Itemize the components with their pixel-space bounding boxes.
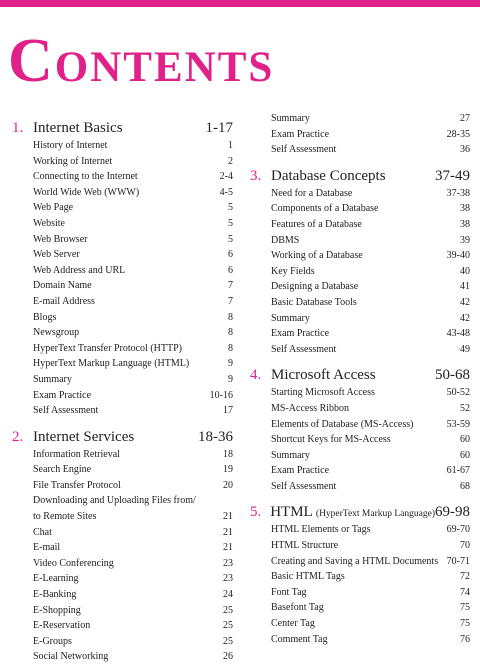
entry-pages: 74 — [460, 586, 470, 598]
toc-section — [12, 427, 233, 665]
entry-label: Website — [33, 217, 65, 229]
toc-entry[interactable] — [250, 311, 470, 327]
entry-label: Summary — [271, 312, 310, 324]
entry-label: Elements of Database (MS-Access) — [271, 418, 414, 430]
section-heading[interactable] — [12, 118, 233, 138]
section-number: 2. — [12, 428, 24, 445]
toc-entry[interactable] — [250, 632, 470, 648]
toc-entry[interactable] — [12, 493, 233, 524]
toc-entry[interactable] — [12, 325, 233, 341]
entry-label: Self Assessment — [271, 343, 337, 355]
entry-label: E-mail Address — [33, 295, 95, 307]
entry-label: Exam Practice — [33, 389, 92, 401]
entry-label: Basefont Tag — [271, 602, 324, 614]
entry-label: Search Engine — [33, 464, 92, 476]
toc-entry[interactable] — [12, 556, 233, 572]
entry-label: Summary — [271, 113, 310, 124]
entry-label: Newsgroup — [33, 327, 80, 339]
entry-pages: 36 — [460, 144, 470, 156]
entry-pages: 19 — [223, 464, 233, 476]
entry-label: Web Browser — [33, 233, 88, 245]
entry-label: Features of a Database — [271, 218, 362, 230]
entry-label: Self Assessment — [271, 480, 337, 492]
entry-pages: 38 — [460, 218, 470, 230]
entry-pages: 50-52 — [446, 387, 470, 399]
toc-entry[interactable] — [250, 616, 470, 632]
section-pages: 69-98 — [435, 504, 470, 521]
section-title-text: Internet Basics — [33, 120, 123, 136]
entry-pages: 39-40 — [446, 250, 470, 262]
entry-pages: 70-71 — [446, 555, 470, 567]
entry-pages: 61-67 — [446, 465, 470, 477]
toc-entry[interactable] — [12, 447, 233, 463]
toc-entry[interactable] — [12, 232, 233, 248]
entry-pages: 76 — [460, 633, 470, 645]
section-number: 4. — [250, 367, 262, 384]
top-accent-bar — [0, 0, 480, 7]
entry-label: Exam Practice — [271, 328, 330, 340]
entry-label: Self Assessment — [33, 405, 99, 417]
toc-entry[interactable] — [250, 448, 470, 464]
toc-entry[interactable] — [12, 185, 233, 201]
toc-section — [12, 118, 233, 419]
toc-entry[interactable] — [250, 186, 470, 202]
toc-entry[interactable] — [12, 462, 233, 478]
entry-pages: 43-48 — [446, 328, 470, 340]
entry-label: E-Groups — [33, 635, 72, 647]
entry-pages: 25 — [223, 604, 233, 616]
toc-entry[interactable] — [12, 603, 233, 619]
toc-entry[interactable] — [12, 478, 233, 494]
entry-pages: 24 — [223, 589, 233, 601]
entry-pages: 52 — [460, 402, 470, 414]
entry-label: Components of a Database — [271, 203, 379, 215]
toc-entry[interactable] — [12, 310, 233, 326]
section-title-text: Database Concepts — [271, 167, 386, 184]
entry-pages: 7 — [228, 295, 233, 307]
entry-pages: 75 — [460, 618, 470, 630]
entry-pages: 5 — [228, 233, 233, 245]
toc-entry[interactable] — [12, 525, 233, 541]
entry-pages: 6 — [228, 249, 233, 261]
entry-label: Summary — [271, 449, 310, 461]
toc-entry[interactable] — [12, 403, 233, 419]
section-title-text: Internet Services — [33, 428, 135, 445]
entry-label: HTML Elements or Tags — [271, 524, 371, 536]
entry-pages: 9 — [228, 373, 233, 385]
section-heading[interactable] — [12, 427, 233, 447]
toc-entry[interactable] — [12, 294, 233, 310]
toc-entry[interactable] — [250, 538, 470, 554]
toc-entry[interactable] — [250, 217, 470, 233]
toc-entry[interactable] — [250, 326, 470, 342]
entry-pages: 21 — [223, 526, 233, 538]
entry-label: Comment Tag — [271, 633, 328, 645]
toc-entry[interactable] — [12, 540, 233, 556]
section-heading[interactable] — [250, 502, 470, 522]
section-entries — [250, 385, 470, 494]
toc-entry[interactable] — [12, 341, 233, 357]
entry-pages: 1 — [228, 140, 233, 151]
entry-pages: 8 — [228, 327, 233, 339]
toc-entry[interactable] — [250, 233, 470, 249]
entry-label: World Wide Web (WWW) — [33, 186, 140, 198]
toc-entry[interactable] — [250, 385, 470, 401]
entry-pages: 49 — [460, 343, 470, 355]
entry-pages: 60 — [460, 449, 470, 461]
entry-pages: 4-5 — [219, 186, 233, 198]
entry-label: Web Address and URL — [33, 264, 126, 276]
entry-label: Center Tag — [271, 618, 315, 630]
entry-pages: 27 — [460, 113, 470, 124]
toc-entry[interactable] — [250, 111, 470, 127]
section-number: 5. — [250, 504, 262, 521]
continued-entries — [250, 111, 470, 158]
entry-label: E-Shopping — [33, 604, 81, 616]
entry-pages: 68 — [460, 480, 470, 492]
entry-pages: 8 — [228, 342, 233, 354]
toc-entry[interactable] — [250, 264, 470, 280]
toc-entry[interactable] — [12, 618, 233, 634]
entry-pages: 53-59 — [446, 418, 470, 430]
toc-entry[interactable] — [12, 169, 233, 185]
section-pages: 18-36 — [198, 428, 233, 445]
toc-section — [250, 166, 470, 358]
entry-pages: 60 — [460, 434, 470, 446]
entry-pages: 8 — [228, 311, 233, 323]
toc-entry[interactable] — [12, 200, 233, 216]
entry-pages: 6 — [228, 264, 233, 276]
entry-pages: 5 — [228, 217, 233, 229]
entry-label: E-Banking — [33, 589, 77, 601]
entry-label: Exam Practice — [271, 128, 330, 140]
section-entries — [12, 447, 233, 665]
toc-entry[interactable] — [12, 372, 233, 388]
entry-label: HyperText Markup Language (HTML) — [33, 358, 190, 370]
entry-label: DBMS — [271, 234, 300, 246]
entry-pages: 23 — [223, 573, 233, 585]
section-pages: 1-17 — [205, 120, 233, 136]
section-title — [270, 502, 435, 524]
section-gap — [250, 494, 470, 501]
entry-label-line1: Downloading and Uploading Files from/ — [33, 495, 196, 507]
entry-pages: 20 — [223, 479, 233, 491]
toc-entry[interactable] — [250, 554, 470, 570]
entry-label: E-mail — [33, 542, 61, 554]
entry-pages: 28-35 — [446, 128, 470, 140]
entry-pages: 41 — [460, 281, 470, 293]
toc-right-column — [250, 111, 470, 647]
entry-label: Web Page — [33, 202, 74, 214]
section-heading[interactable] — [250, 166, 470, 186]
entry-pages: 25 — [223, 635, 233, 647]
section-gap — [250, 357, 470, 364]
entry-label: Shortcut Keys for MS-Access — [271, 434, 391, 446]
section-title — [271, 365, 435, 385]
entry-pages: 72 — [460, 571, 470, 583]
section-number: 1. — [12, 120, 24, 136]
section-entries — [12, 138, 233, 419]
entry-label: Designing a Database — [271, 281, 359, 293]
entry-pages: 10-16 — [209, 389, 233, 401]
toc-entry[interactable] — [250, 342, 470, 358]
entry-pages: 39 — [460, 234, 470, 246]
entry-pages: 17 — [223, 405, 233, 417]
entry-label: History of Internet — [33, 140, 108, 151]
toc-entry[interactable] — [250, 279, 470, 295]
section-heading[interactable] — [250, 365, 470, 385]
section-title-text: Microsoft Access — [271, 367, 376, 384]
toc-entry[interactable] — [250, 432, 470, 448]
toc-entry[interactable] — [12, 634, 233, 650]
section-title — [271, 166, 435, 186]
entry-label — [33, 493, 223, 524]
entry-label: MS-Access Ribbon — [271, 402, 350, 414]
entry-pages: 23 — [223, 557, 233, 569]
entry-label: Key Fields — [271, 265, 315, 277]
entry-pages: 25 — [223, 620, 233, 632]
entry-label: E-Learning — [33, 573, 79, 585]
entry-pages: 42 — [460, 312, 470, 324]
entry-pages: 37-38 — [446, 187, 470, 199]
entry-pages: 9 — [228, 358, 233, 370]
entry-pages: 70 — [460, 540, 470, 552]
section-gap — [250, 158, 470, 165]
toc-section — [250, 502, 470, 647]
page-title: Contents — [8, 27, 275, 95]
toc-entry[interactable] — [12, 263, 233, 279]
entry-pages: 2-4 — [219, 171, 233, 183]
toc-entry[interactable] — [12, 138, 233, 154]
toc-left-column — [12, 117, 233, 665]
section-title — [33, 118, 206, 138]
toc-entry[interactable] — [250, 463, 470, 479]
entry-pages: 21 — [223, 511, 233, 523]
entry-label: Web Server — [33, 249, 80, 261]
toc-entry[interactable] — [12, 278, 233, 294]
entry-label: Creating and Saving a HTML Documents — [271, 555, 439, 567]
entry-label: Need for a Database — [271, 187, 353, 199]
section-subtitle: (HyperText Markup Language) — [315, 509, 435, 520]
section-pages: 37-49 — [435, 167, 470, 184]
entry-label: Working of a Database — [271, 250, 363, 262]
entry-pages: 26 — [223, 651, 233, 663]
toc-entry[interactable] — [250, 417, 470, 433]
toc-entry[interactable] — [250, 585, 470, 601]
toc-entry[interactable] — [250, 142, 470, 158]
toc-entry[interactable] — [250, 401, 470, 417]
toc-entry[interactable] — [250, 479, 470, 495]
toc-entry[interactable] — [12, 587, 233, 603]
entry-label: HyperText Transfer Protocol (HTTP) — [33, 342, 182, 354]
section-title-text: HTML — [270, 504, 313, 521]
entry-label: HTML Structure — [271, 540, 339, 552]
entry-pages: 5 — [228, 202, 233, 214]
toc-entry[interactable] — [250, 600, 470, 616]
entry-label: Information Retrieval — [33, 448, 120, 460]
toc-entry[interactable] — [12, 388, 233, 404]
entry-pages: 2 — [228, 155, 233, 167]
section-pages: 50-68 — [435, 367, 470, 384]
section-gap — [12, 419, 233, 426]
entry-label: Domain Name — [33, 280, 92, 292]
section-title — [33, 427, 198, 447]
entry-label: Connecting to the Internet — [33, 171, 138, 183]
entry-label: Basic Database Tools — [271, 296, 357, 308]
entry-pages: 40 — [460, 265, 470, 277]
toc-entry[interactable] — [250, 295, 470, 311]
toc-entry[interactable] — [12, 571, 233, 587]
entry-label: Basic HTML Tags — [271, 571, 345, 583]
entry-pages: 38 — [460, 203, 470, 215]
entry-pages: 42 — [460, 296, 470, 308]
section-number: 3. — [250, 167, 262, 184]
entry-label: Exam Practice — [271, 465, 330, 477]
entry-pages: 21 — [223, 542, 233, 554]
toc-entry[interactable] — [250, 569, 470, 585]
entry-pages: 18 — [223, 448, 233, 460]
entry-label: Font Tag — [271, 586, 307, 598]
toc-section — [250, 365, 470, 494]
entry-pages: 69-70 — [446, 524, 470, 536]
entry-label: Starting Microsoft Access — [271, 387, 375, 399]
section-entries — [250, 186, 470, 358]
entry-label: Self Assessment — [271, 144, 337, 156]
toc-entry[interactable] — [250, 201, 470, 217]
entry-label: Video Conferencing — [33, 557, 114, 569]
toc-entry[interactable] — [250, 127, 470, 143]
entry-label: File Transfer Protocol — [33, 479, 121, 491]
toc-entry[interactable] — [250, 248, 470, 264]
entry-label: Working of Internet — [33, 155, 113, 167]
toc-entry[interactable] — [12, 216, 233, 232]
entry-label: E-Reservation — [33, 620, 91, 632]
toc-entry[interactable] — [12, 247, 233, 263]
entry-label: Blogs — [33, 311, 57, 323]
entry-label-line2: to Remote Sites — [33, 511, 97, 523]
entry-label: Social Networking — [33, 651, 109, 663]
toc-entry[interactable] — [12, 649, 233, 665]
entry-label: Summary — [33, 373, 72, 385]
entry-pages: 75 — [460, 602, 470, 614]
toc-entry[interactable] — [12, 356, 233, 372]
entry-label: Chat — [33, 526, 52, 538]
toc-entry[interactable] — [250, 522, 470, 538]
entry-pages: 7 — [228, 280, 233, 292]
toc-entry[interactable] — [12, 154, 233, 170]
